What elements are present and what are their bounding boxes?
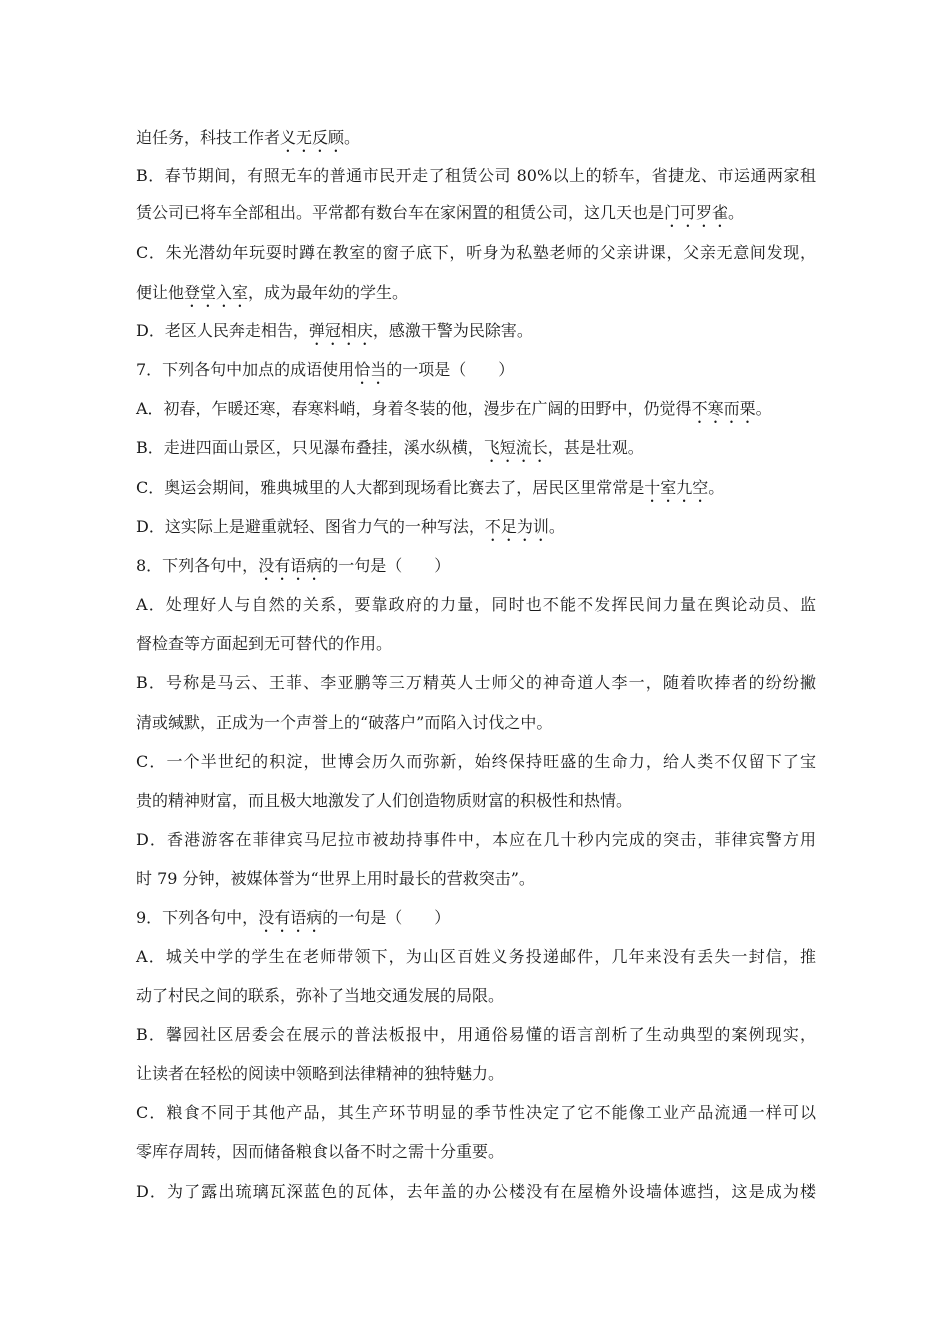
text-line [136, 830, 816, 850]
emphasized-phrase: 不足为训 [484, 517, 549, 536]
emphasized-phrase: 不寒而栗 [691, 399, 756, 418]
text-segment: C．朱光潜幼年玩耍时蹲在教室的窗子底下，听身为私塾老师的父亲讲课，父亲无意间发现， [136, 243, 816, 262]
text-line [136, 556, 816, 584]
text-segment: 清或缄默，正成为一个声誉上的“破落户”而陷入讨伐之中。 [136, 713, 553, 732]
text-segment: 。 [708, 478, 725, 497]
text-segment: D．为了露出琉璃瓦深蓝色的瓦体，去年盖的办公楼没有在屋檐外设墙体遮挡，这是成为楼 [136, 1182, 816, 1201]
text-line [136, 128, 816, 156]
text-segment: B．走进四面山景区，只见瀑布叠挂，溪水纵横， [136, 438, 484, 457]
text-line [136, 166, 816, 186]
text-line [136, 438, 816, 466]
text-line [136, 908, 816, 936]
emphasized-phrase: 飞短流长 [483, 438, 548, 457]
text-segment: B．春节期间，有照无车的普通市民开走了租赁公司 80%以上的轿车，省捷龙、市运通两家租 [136, 166, 816, 185]
text-segment: D．老区人民奔走相告， [136, 321, 309, 340]
text-segment: 。 [755, 399, 772, 418]
text-segment: B．馨园社区居委会在展示的普法板报中，用通俗易懂的语言剖析了生动典型的案例现实， [136, 1025, 816, 1044]
text-line [136, 713, 816, 733]
text-segment: A．初春，乍暖还寒，春寒料峭，身着冬装的他，漫步在广阔的田野中，仍觉得 [136, 399, 692, 418]
text-segment: 零库存周转，因而储备粮食以备不时之需十分重要。 [136, 1142, 505, 1161]
text-segment: 9．下列各句中， [136, 908, 259, 927]
emphasized-phrase: 弹冠相庆 [308, 321, 373, 340]
text-line [136, 243, 816, 263]
emphasized-phrase: 登堂入室 [184, 283, 249, 302]
emphasized-phrase: 十室九空 [644, 478, 709, 497]
text-line [136, 752, 816, 772]
text-segment: 。 [344, 128, 361, 147]
text-segment: 的一项是（ ） [386, 360, 515, 379]
emphasized-phrase: 没有语病 [258, 908, 323, 927]
text-segment: A．处理好人与自然的关系，要靠政府的力量，同时也不能不发挥民间力量在舆论动员、监 [136, 595, 816, 614]
text-line [136, 517, 816, 545]
text-line [136, 986, 816, 1006]
emphasized-phrase: 义无反顾 [280, 128, 345, 147]
text-segment: B．号称是马云、王菲、李亚鹏等三万精英人士师父的神奇道人李一，随着吹捧者的纷纷撇 [136, 673, 816, 692]
text-segment: 贵的精神财富，而且极大地激发了人们创造物质财富的积极性和热情。 [136, 791, 633, 810]
text-segment: 迫任务，科技工作者 [136, 128, 281, 147]
text-line [136, 283, 816, 311]
text-line [136, 399, 816, 427]
text-segment: 让读者在轻松的阅读中领略到法律精神的独特魅力。 [136, 1064, 505, 1083]
text-segment: 的一句是（ ） [322, 556, 451, 575]
text-segment: D．香港游客在菲律宾马尼拉市被劫持事件中，本应在几十秒内完成的突击，菲律宾警方用 [136, 830, 816, 849]
text-line [136, 1064, 816, 1084]
text-line [136, 1182, 816, 1202]
text-line [136, 595, 816, 615]
text-segment: A．城关中学的学生在老师带领下，为山区百姓义务投递邮件，几年来没有丢失一封信，推 [136, 947, 816, 966]
text-segment: C．一个半世纪的积淀，世博会历久而弥新，始终保持旺盛的生命力，给人类不仅留下了宝 [136, 752, 816, 771]
text-line [136, 203, 816, 231]
text-line [136, 360, 816, 388]
emphasized-phrase: 门可罗雀 [664, 203, 729, 222]
text-segment: C．奥运会期间，雅典城里的人大都到现场看比赛去了，居民区里常常是 [136, 478, 645, 497]
text-segment: ，甚是壮观。 [547, 438, 644, 457]
text-line [136, 791, 816, 811]
emphasized-phrase: 恰当 [354, 360, 387, 379]
text-line [136, 478, 816, 506]
text-segment: 督检查等方面起到无可替代的作用。 [136, 634, 393, 653]
text-line [136, 947, 816, 967]
text-segment: 动了村民之间的联系，弥补了当地交通发展的局限。 [136, 986, 505, 1005]
text-line [136, 1025, 816, 1045]
text-line [136, 634, 816, 654]
text-segment: 赁公司已将车全部租出。平常都有数台车在家闲置的租赁公司，这几天也是 [136, 203, 665, 222]
text-line [136, 1103, 816, 1123]
text-segment: 。 [548, 517, 565, 536]
text-segment: 8．下列各句中， [136, 556, 259, 575]
text-segment: D．这实际上是避重就轻、图省力气的一种写法， [136, 517, 485, 536]
text-line [136, 1142, 816, 1162]
text-segment: 便让他 [136, 283, 185, 302]
text-line [136, 869, 816, 889]
text-segment: ，感激干警为民除害。 [372, 321, 533, 340]
text-line [136, 673, 816, 693]
text-line [136, 321, 816, 349]
text-segment: 的一句是（ ） [322, 908, 451, 927]
text-segment: 时 79 分钟，被媒体誉为“世界上用时最长的营救突击”。 [136, 869, 535, 888]
emphasized-phrase: 没有语病 [258, 556, 323, 575]
text-segment: 7．下列各句中加点的成语使用 [136, 360, 355, 379]
text-segment: ，成为最年幼的学生。 [248, 283, 409, 302]
text-segment: C．粮食不同于其他产品，其生产环节明显的季节性决定了它不能像工业产品流通一样可以 [136, 1103, 816, 1122]
text-segment: 。 [728, 203, 745, 222]
